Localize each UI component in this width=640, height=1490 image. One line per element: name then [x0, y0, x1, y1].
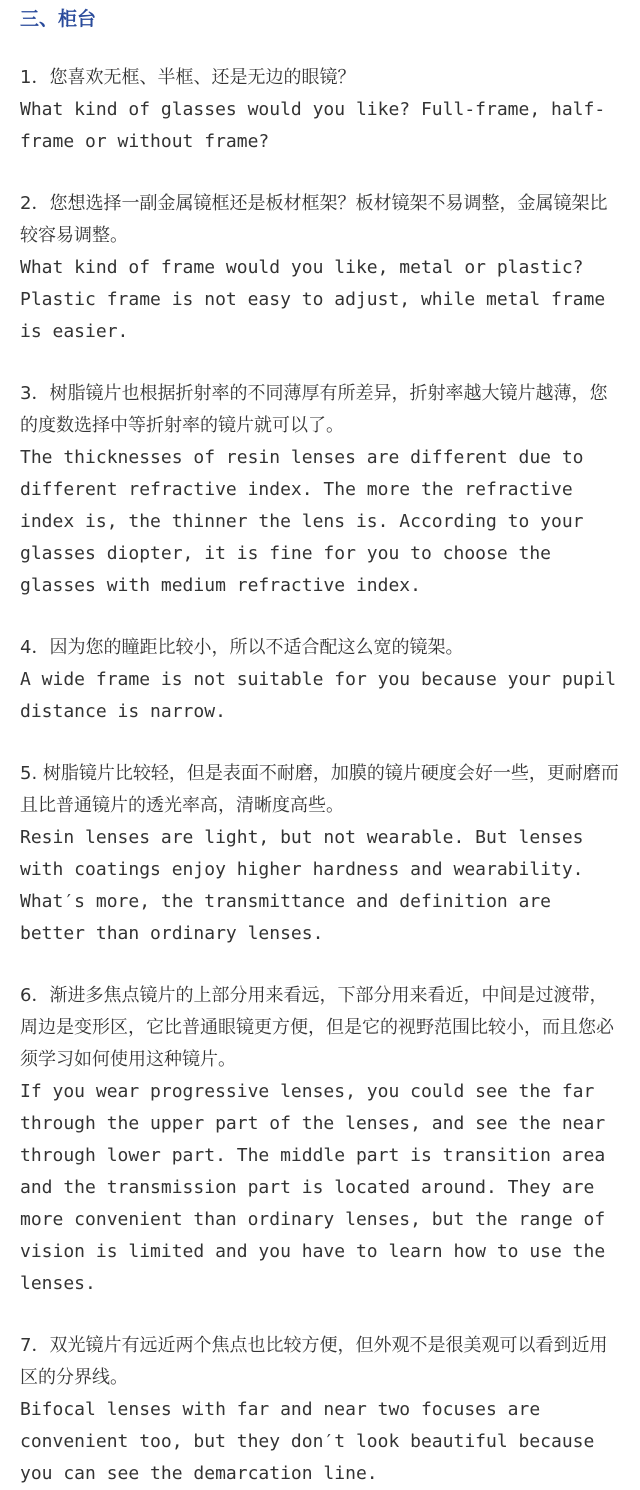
english-text: What kind of frame would you like, metal or plastic? Plastic frame is not easy to adjust, while metal frame is easier.: [20, 257, 617, 342]
qa-item-7: [20, 1330, 620, 1490]
qa-item-5: [20, 758, 620, 950]
english-text: The thicknesses of resin lenses are different due to different refractive index. The more the refractive index is, the thinner the lens is. According to your glasses diopter, it is fine for you to choose the glasses with medium refractive index.: [20, 447, 595, 596]
chinese-text: 5. 树脂镜片比较轻，但是表面不耐磨，加膜的镜片硬度会好一些，更耐磨而且比普通镜片的透光率高，清晰度高些。: [20, 763, 619, 816]
chinese-text: 4．因为您的瞳距比较小，所以不适合配这么宽的镜架。: [20, 637, 464, 658]
chinese-text: 2．您想选择一副金属镜框还是板材框架？板材镜架不易调整，金属镜架比较容易调整。: [20, 193, 608, 246]
section-heading: 三、柜台: [20, 8, 97, 30]
qa-item-2: [20, 188, 620, 348]
english-text: A wide frame is not suitable for you because your pupil distance is narrow.: [20, 669, 627, 722]
qa-item-4: [20, 632, 627, 728]
english-text: Resin lenses are light, but not wearable. But lenses with coatings enjoy higher hardness and wearability. What′s more, the transmittance and definition are better than ordinary lenses.: [20, 827, 595, 944]
document-page: [0, 6, 640, 1490]
english-text: What kind of glasses would you like? Full-frame, half-frame or without frame?: [20, 99, 606, 152]
qa-item-3: [20, 378, 620, 602]
chinese-text: 3．树脂镜片也根据折射率的不同薄厚有所差异，折射率越大镜片越薄，您的度数选择中等折射率的镜片就可以了。: [20, 383, 608, 436]
chinese-text: 7．双光镜片有远近两个焦点也比较方便，但外观不是很美观可以看到近用区的分界线。: [20, 1335, 608, 1388]
chinese-text: 1．您喜欢无框、半框、还是无边的眼镜？: [20, 67, 356, 88]
english-text: If you wear progressive lenses, you could see the far through the upper part of the lenses, and see the near through lower part. The middle part is transition area and the transmission part is located around. They are more convenient than ordinary lenses, but the range of vision is limited and you have to learn how to use the lenses.: [20, 1081, 617, 1294]
chinese-text: 6．渐进多焦点镜片的上部分用来看远，下部分用来看近，中间是过渡带，周边是变形区，它比普通眼镜更方便，但是它的视野范围比较小，而且您必须学习如何使用这种镜片。: [20, 985, 614, 1070]
qa-item-6: [20, 980, 620, 1300]
qa-item-1: [20, 62, 620, 158]
english-text: Bifocal lenses with far and near two focuses are convenient too, but they don′t look beautiful because you can see the demarcation line.: [20, 1399, 606, 1484]
